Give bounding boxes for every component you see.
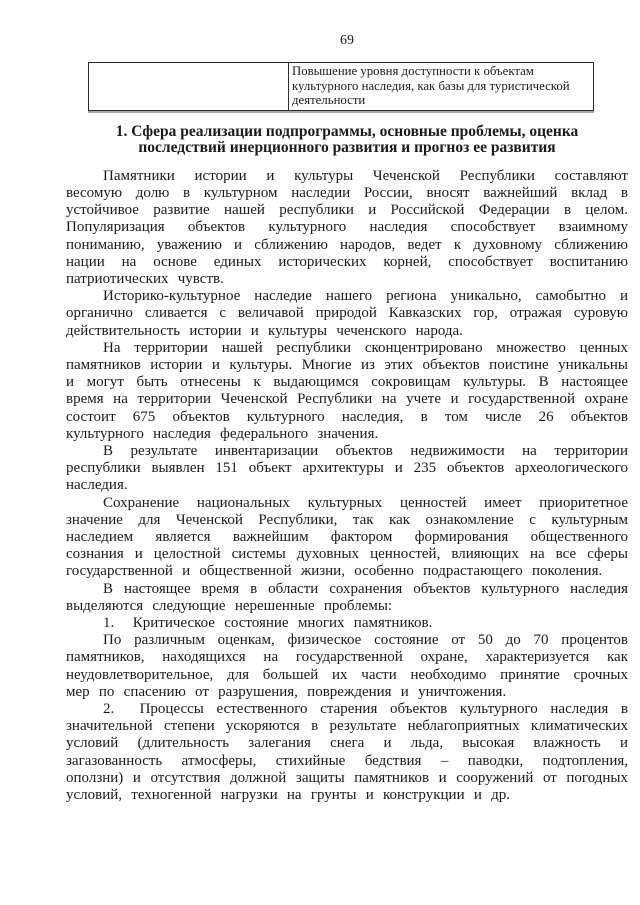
continuation-table (88, 62, 594, 111)
paragraph-problems-intro: В настоящее время в области сохранения объектов культурного наследия выделяются следующие нерешенные проблемы: (66, 580, 628, 614)
table-cell-text: Повышение уровня доступности к объектам культурного наследия, как базы для туристической деятельности (289, 63, 594, 111)
page-number: 69 (340, 33, 354, 48)
paragraph-preservation: Сохранение национальных культурных ценностей имеет приоритетное значение для Чеченской Республики, так как ознакомление с культурным наследием является важнейшим фактором формирования общественного сознания и целостной системы духовных ценностей, влияющих на все сферы государственной и общественной жизни, особенно подрастающего поколения. (66, 494, 628, 580)
paragraph-inventory: В результате инвентаризации объектов недвижимости на территории республики выявлен 151 объект архитектуры и 235 объектов археологического наследия. (66, 443, 628, 494)
body-text (66, 168, 628, 805)
paragraph-condition: По различным оценкам, физическое состояние от 50 до 70 процентов памятников, находящихся на государственной охране, характеризуется как неудовлетворительное, для большей их части необходимо принятие срочных мер по спасению от разрушения, повреждения и уничтожения. (66, 632, 628, 700)
paragraph-intro: Памятники истории и культуры Чеченской Республики составляют весомую долю в культурном наследии России, вносят важнейший вклад в устойчивое развитие нашей республики и Российской Федерации в целом. Популяризация объектов культурного наследия способствует взаимному пониманию, уважению и сближению народов, ведет к духовному сближению нации на основе единых исторических корней, способствует воспитанию патриотических чувств. (66, 167, 628, 287)
table-cell-empty (89, 63, 289, 111)
list-item-1: 1. Критическое состояние многих памятников. (103, 615, 433, 632)
section-heading: 1. Сфера реализации подпрограммы, основные проблемы, оценка последствий инерционного развития и прогноз ее развития (115, 122, 579, 157)
paragraph-monuments: На территории нашей республики сконцентрировано множество ценных памятников истории и культуры. Многие из этих объектов поистине уникальны и могут быть отнесены к выдающимся сокровищам культуры. В настоящее время на территории Чеченской Республики на учете и государственной охране состоит 675 объектов культурного наследия, в том числе 26 объектов культурного наследия федерального значения. (66, 339, 628, 442)
paragraph-heritage: Историко-культурное наследие нашего региона уникально, самобытно и органично сливается с величавой природой Кавказских гор, отражая суровую действительность истории и культуры чеченского народа. (66, 288, 628, 339)
table-row (89, 63, 594, 111)
list-item-2: 2. Процессы естественного старения объектов культурного наследия в значительной степени ускоряются в результате неблагоприятных климатических условий (длительность залегания снега и льда, высокая влажность и загазованность атмосферы, стихийные бедствия – паводки, подтопления, оползни) и отсутствия должной защиты памятников и сооружений от погодных условий, техногенной нагрузки на грунты и конструкции и др. (66, 701, 628, 804)
